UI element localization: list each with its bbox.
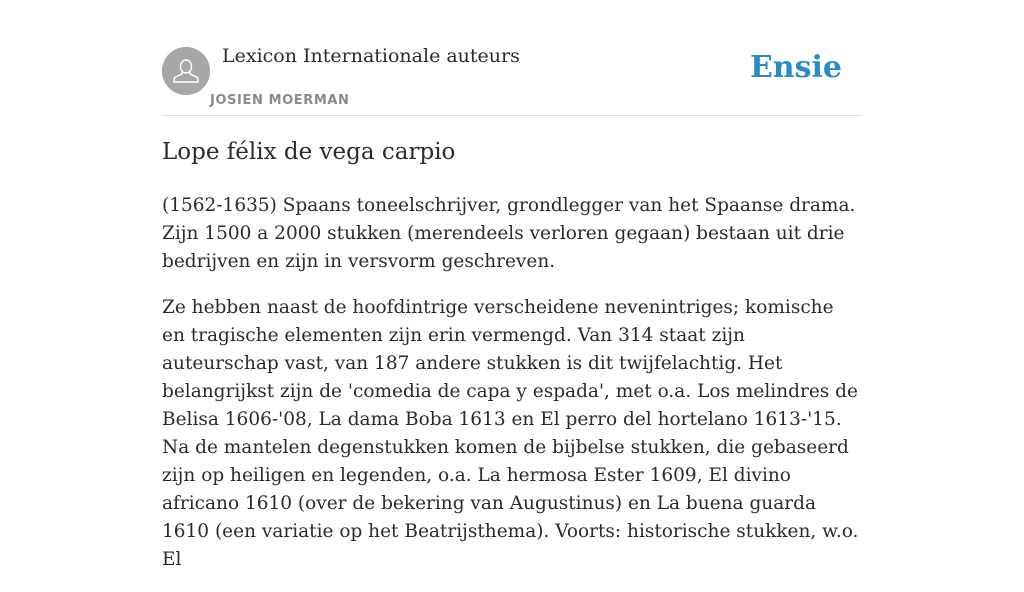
article-body — [162, 192, 862, 592]
paragraph: Ze hebben naast de hoofdintrige verscheidene nevenintriges; komische en tragische elementen zijn erin vermengd. Van 314 staat zijn auteurschap vast, van 187 andere stukken is dit twijfelachtig. Het belangrijkst zijn de 'comedia de capa y espada', met o.a. Los melindres de Belisa 1606-'08, La dama Boba 1613 en El perro del hortelano 1613-'15. Na de mantelen degenstukken komen de bijbelse stukken, die gebaseerd zijn op heiligen en legenden, o.a. La hermosa Ester 1609, El divino africano 1610 (over de bekering van Augustinus) en La buena guarda 1610 (een variatie op het Beatrijsthema). Voorts: historische stukken, w.o. El — [162, 297, 859, 570]
source-title-link[interactable]: Lexicon Internationale auteurs — [222, 45, 520, 67]
article-header — [162, 0, 862, 116]
author-name[interactable]: JOSIEN MOERMAN — [210, 93, 350, 108]
ensie-logo[interactable]: Ensie — [749, 50, 842, 85]
paragraph: (1562-1635) Spaans toneelschrijver, grondlegger van het Spaanse drama. Zijn 1500 a 2000 stukken (merendeels verloren gegaan) bestaan uit drie bedrijven en zijn in versvorm geschreven. — [162, 195, 856, 272]
article-container — [162, 0, 862, 570]
user-avatar-icon[interactable] — [162, 47, 210, 95]
article-title: Lope félix de vega carpio — [162, 139, 456, 165]
